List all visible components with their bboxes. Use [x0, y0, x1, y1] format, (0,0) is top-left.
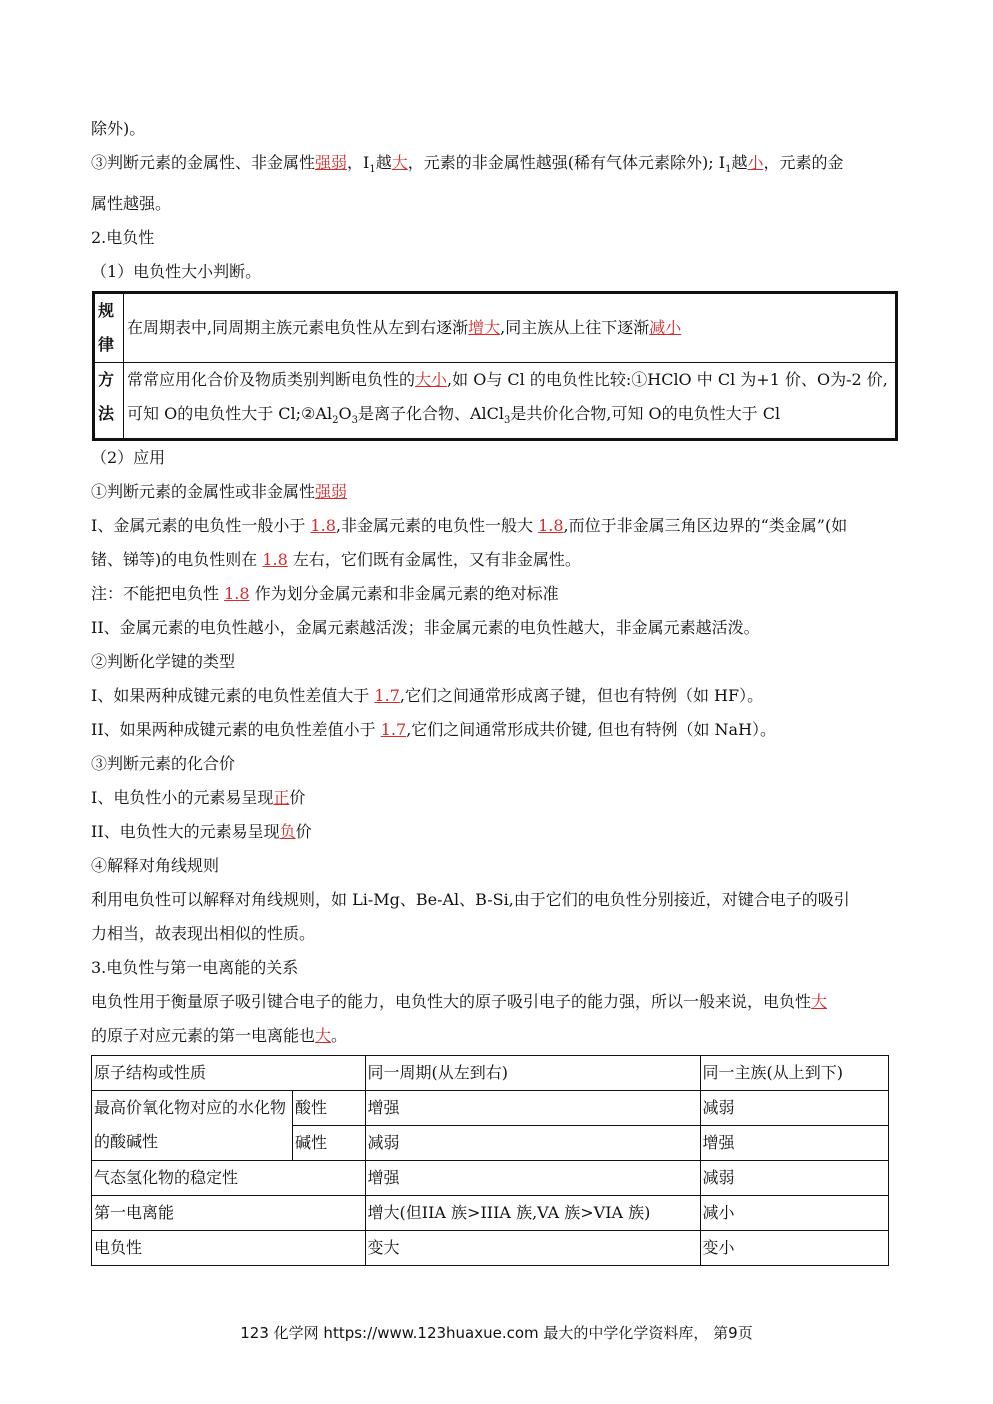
- text: ②判断化学键的类型: [91, 652, 236, 672]
- text: II、如果两种成键元素的电负性差值小于: [91, 720, 381, 740]
- text: 价: [289, 788, 306, 808]
- comparison-table: [91, 1055, 889, 1266]
- text-line: [91, 917, 903, 951]
- subscript: 2: [332, 415, 339, 427]
- text: 3.电负性与第一电离能的关系: [91, 958, 299, 978]
- text-line: [91, 611, 903, 645]
- text: I、金属元素的电负性一般小于: [91, 516, 311, 536]
- table-cell: 第一电离能: [92, 1196, 366, 1231]
- text: ，元素的非金属性越强(稀有气体元素除外); I: [407, 153, 726, 172]
- text-line: [91, 577, 903, 611]
- text: 电负性用于衡量原子吸引键合电子的能力，电负性大的原子吸引电子的能力强，所以一般来说，电负性: [91, 992, 812, 1012]
- text-line: [91, 985, 903, 1019]
- text: II、电负性大的元素易呈现: [91, 822, 280, 842]
- text: ,同主族从上往下逐渐: [500, 318, 650, 338]
- section-heading: [91, 951, 903, 985]
- answer-blank: 小: [747, 153, 764, 172]
- text-line: [91, 883, 903, 917]
- text: 是共价化合物,可知 O的电负性大于 Cl: [510, 404, 781, 424]
- text: I、电负性小的元素易呈现: [91, 788, 274, 808]
- text: ③判断元素的金属性、非金属性: [91, 153, 316, 172]
- table-header-cell: 原子结构或性质: [92, 1056, 366, 1091]
- subscript: 1: [369, 164, 376, 176]
- text: 2.电负性: [91, 228, 155, 248]
- answer-blank: 1.7: [380, 720, 407, 740]
- text: 除外)。: [91, 119, 146, 138]
- table-cell: 变大: [365, 1231, 700, 1266]
- text: ,如 O与 Cl 的电负性比较:①HClO 中 Cl 为+1 价、O为-2 价,可知 O的电负性大于 Cl;②Al: [127, 370, 888, 424]
- table-cell: 减小: [700, 1196, 888, 1231]
- table-cell: 增强: [365, 1161, 700, 1196]
- answer-blank: 1.8: [538, 516, 564, 536]
- text: ①判断元素的金属性或非金属性: [91, 482, 316, 502]
- answer-blank: 强弱: [315, 153, 348, 172]
- answer-blank: 大: [315, 1026, 332, 1046]
- subscript: 3: [351, 415, 358, 427]
- text: 的原子对应元素的第一电离能也: [91, 1026, 316, 1046]
- text-line: [91, 713, 903, 747]
- answer-blank: 大: [811, 992, 828, 1012]
- subscript: 1: [725, 164, 732, 176]
- text-line: [91, 1019, 903, 1053]
- text: ，I: [347, 153, 370, 172]
- text: 属性越强。: [91, 194, 172, 214]
- text-line: [91, 543, 903, 577]
- answer-blank: 1.8: [224, 584, 250, 604]
- text: ,它们之间通常形成共价键, 但也有特例（如 NaH）。: [406, 720, 777, 740]
- table-cell: 减弱: [700, 1161, 888, 1196]
- table-cell: 电负性: [92, 1231, 366, 1266]
- table-cell: 碱性: [293, 1126, 366, 1161]
- text: ，元素的金: [763, 153, 844, 172]
- text: 越: [375, 153, 392, 172]
- text: 。: [331, 1026, 348, 1046]
- text: （2）应用: [91, 448, 166, 468]
- text: （1）电负性大小判断。: [91, 262, 262, 282]
- answer-blank: 正: [273, 788, 290, 808]
- text-line: [91, 146, 903, 187]
- text-line: [91, 747, 903, 781]
- text-line: [91, 509, 903, 543]
- text: ,而位于非金属三角区边界的“类金属”(如: [563, 516, 848, 536]
- text: I、如果两种成键元素的电负性差值大于: [91, 686, 375, 706]
- table-header-cell: 同一周期(从左到右): [365, 1056, 700, 1091]
- section-heading: [91, 221, 903, 255]
- answer-blank: 1.7: [374, 686, 400, 706]
- page-footer: 123 化学网 https://www.123huaxue.com 最大的中学化学资料库， 第9页: [240, 1324, 753, 1342]
- answer-blank: 大: [391, 153, 408, 172]
- text-line: [91, 112, 903, 146]
- answer-blank: 1.8: [310, 516, 336, 536]
- text: O: [338, 404, 352, 424]
- table-cell: 气态氢化物的稳定性: [92, 1161, 366, 1196]
- text: 注：不能把电负性: [91, 584, 225, 604]
- answer-blank: 减小: [649, 318, 682, 338]
- text-line: [91, 475, 903, 509]
- text: 常常应用化合价及物质类别判断电负性的: [127, 370, 416, 390]
- rule-label: 规律: [94, 293, 124, 363]
- table-cell: 酸性: [293, 1091, 366, 1126]
- text-line: [91, 781, 903, 815]
- text: 在周期表中,同周期主族元素电负性从左到右逐渐: [127, 318, 469, 338]
- table-cell: 增强: [365, 1091, 700, 1126]
- answer-blank: 强弱: [315, 482, 348, 502]
- subscript: 3: [503, 415, 511, 427]
- text: 利用电负性可以解释对角线规则，如 Li-Mg、Be-Al、B-Si,由于它们的电负性分别接近，对键合电子的吸引: [91, 890, 850, 910]
- rule-table: [92, 291, 898, 441]
- table-cell: 增大(但IIA 族>IIIA 族,VA 族>VIA 族): [365, 1196, 700, 1231]
- text: 左右，它们既有金属性，又有非金属性。: [287, 550, 581, 570]
- subsection-heading: [91, 441, 903, 475]
- text: 越: [731, 153, 748, 172]
- table-cell: 减弱: [700, 1091, 888, 1126]
- answer-blank: 大小: [415, 370, 448, 390]
- method-cell: [124, 363, 897, 440]
- answer-blank: 负: [279, 822, 296, 842]
- text: 作为划分金属元素和非金属元素的绝对标准: [249, 584, 559, 604]
- text-line: [91, 849, 903, 883]
- method-label: 方法: [94, 363, 124, 440]
- answer-blank: 1.8: [262, 550, 288, 570]
- document-body: [91, 112, 903, 1266]
- text: 价: [295, 822, 312, 842]
- table-cell: 变小: [700, 1231, 888, 1266]
- text: ,它们之间通常形成离子键，但也有特例（如 HF）。: [399, 686, 764, 706]
- text: 力相当，故表现出相似的性质。: [91, 924, 316, 944]
- rule-cell: [124, 293, 897, 363]
- text-line: [91, 645, 903, 679]
- table-cell: 减弱: [365, 1126, 700, 1161]
- text: II、金属元素的电负性越小，金属元素越活泼；非金属元素的电负性越大，非金属元素越活泼。: [91, 618, 760, 638]
- text: 锗、锑等)的电负性则在: [91, 550, 263, 570]
- text: ④解释对角线规则: [91, 856, 220, 876]
- table-cell: 增强: [700, 1126, 888, 1161]
- answer-blank: 增大: [468, 318, 501, 338]
- subsection-heading: [91, 255, 903, 289]
- text-line: [91, 679, 903, 713]
- text-line: [91, 815, 903, 849]
- text: ③判断元素的化合价: [91, 754, 236, 774]
- table-cell: 最高价氧化物对应的水化物的酸碱性: [92, 1091, 293, 1161]
- table-header-cell: 同一主族(从上到下): [700, 1056, 888, 1091]
- text: ,非金属元素的电负性一般大: [335, 516, 539, 536]
- text: 是离子化合物、AlCl: [357, 404, 504, 424]
- text-line: [91, 187, 903, 221]
